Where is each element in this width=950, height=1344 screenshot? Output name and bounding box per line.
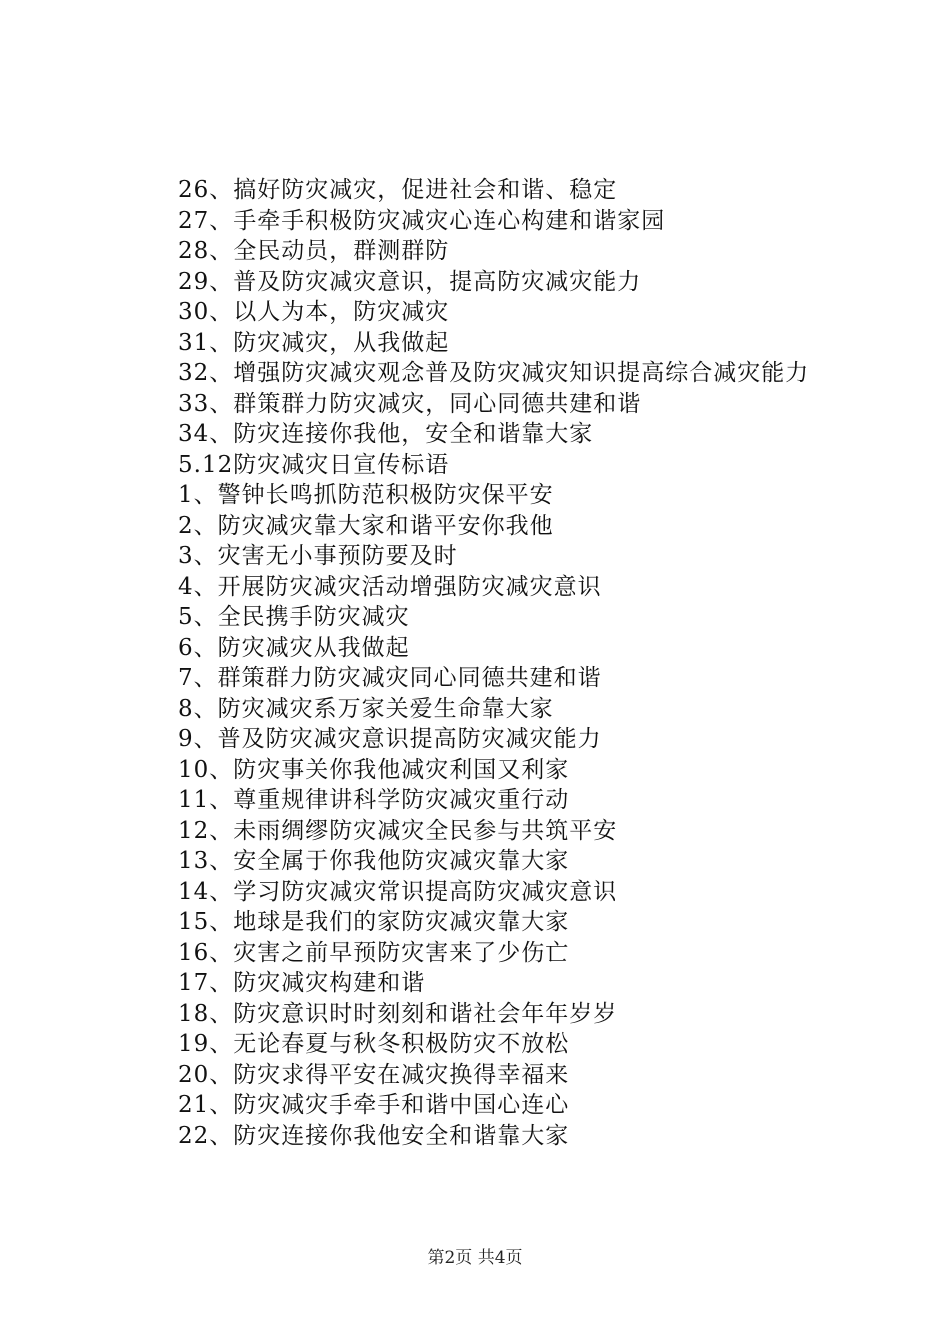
list-item: 26、搞好防灾减灾，促进社会和谐、稳定 bbox=[178, 177, 618, 203]
page-number: 第2页 共4页 bbox=[427, 1248, 523, 1268]
list-item: 1、警钟长鸣抓防范积极防灾保平安 bbox=[178, 482, 554, 508]
list-item: 7、群策群力防灾减灾同心同德共建和谐 bbox=[178, 665, 602, 691]
list-item: 14、学习防灾减灾常识提高防灾减灾意识 bbox=[178, 878, 618, 905]
list-item: 5、全民携手防灾减灾 bbox=[178, 604, 410, 630]
list-item: 2、防灾减灾靠大家和谐平安你我他 bbox=[178, 512, 554, 539]
list-item: 29、普及防灾减灾意识，提高防灾减灾能力 bbox=[178, 268, 642, 295]
list-item: 19、无论春夏与秋冬积极防灾不放松 bbox=[178, 1031, 570, 1057]
list-item: 20、防灾求得平安在减灾换得幸福来 bbox=[178, 1061, 570, 1088]
list-item: 30、以人为本，防灾减灾 bbox=[178, 299, 450, 325]
list-item: 31、防灾减灾，从我做起 bbox=[178, 329, 450, 356]
list-item: 22、防灾连接你我他安全和谐靠大家 bbox=[178, 1122, 570, 1149]
list-item: 9、普及防灾减灾意识提高防灾减灾能力 bbox=[178, 726, 602, 752]
list-item: 10、防灾事关你我他减灾利国又利家 bbox=[178, 756, 570, 783]
list-item: 16、灾害之前早预防灾害来了少伤亡 bbox=[178, 939, 570, 966]
list-item: 34、防灾连接你我他，安全和谐靠大家 bbox=[178, 421, 594, 447]
list-item: 6、防灾减灾从我做起 bbox=[178, 634, 410, 661]
list-item: 21、防灾减灾手牵手和谐中国心连心 bbox=[178, 1092, 570, 1118]
list-item: 13、安全属于你我他防灾减灾靠大家 bbox=[178, 848, 570, 874]
list-item: 17、防灾减灾构建和谐 bbox=[178, 970, 426, 996]
slogan-list bbox=[128, 175, 848, 1151]
list-item: 12、未雨绸缪防灾减灾全民参与共筑平安 bbox=[178, 817, 618, 844]
list-item: 28、全民动员，群测群防 bbox=[178, 238, 450, 264]
list-item: 27、手牵手积极防灾减灾心连心构建和谐家园 bbox=[178, 207, 666, 234]
list-item: 15、地球是我们的家防灾减灾靠大家 bbox=[178, 909, 570, 935]
list-item: 11、尊重规律讲科学防灾减灾重行动 bbox=[178, 787, 570, 813]
list-item: 18、防灾意识时时刻刻和谐社会年年岁岁 bbox=[178, 1000, 618, 1027]
list-item: 33、群策群力防灾减灾，同心同德共建和谐 bbox=[178, 390, 642, 417]
list-item: 3、灾害无小事预防要及时 bbox=[178, 543, 458, 569]
list-item: 32、增强防灾减灾观念普及防灾减灾知识提高综合减灾能力 bbox=[178, 360, 810, 386]
list-item: 4、开展防灾减灾活动增强防灾减灾意识 bbox=[178, 573, 602, 600]
section-heading: 5.12防灾减灾日宣传标语 bbox=[178, 451, 450, 478]
list-item: 8、防灾减灾系万家关爱生命靠大家 bbox=[178, 695, 554, 722]
